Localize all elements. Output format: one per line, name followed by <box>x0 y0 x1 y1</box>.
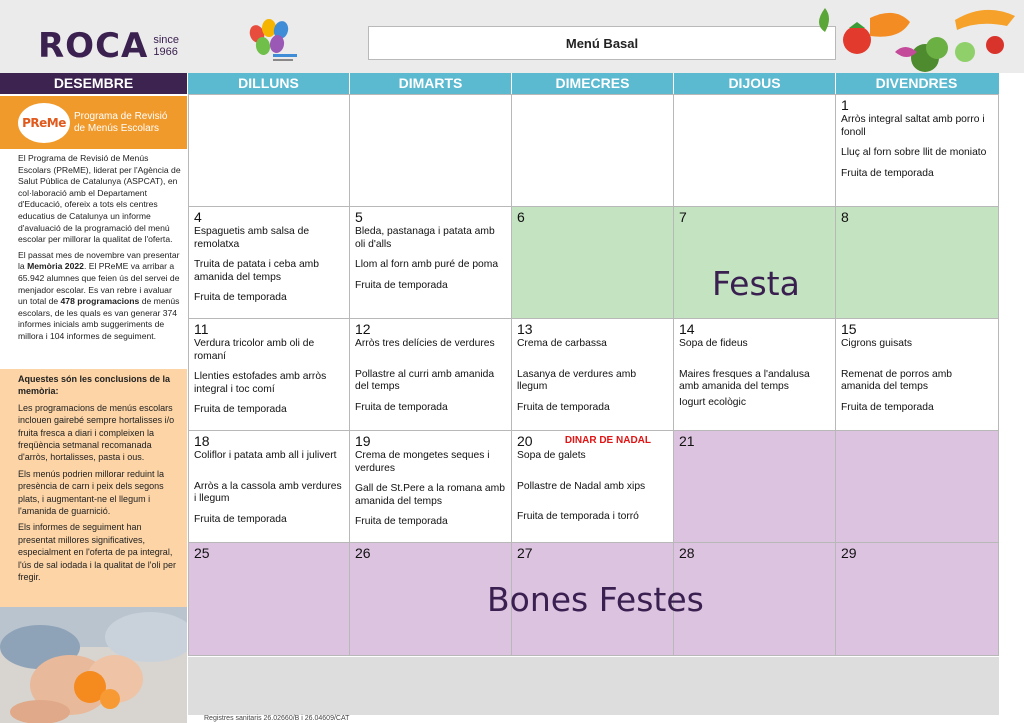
intro-p2-bold2: 478 programacions <box>60 296 140 307</box>
dessert: Fruita de temporada <box>355 279 448 291</box>
first-course: Arròs integral saltat amb porro i fonoll <box>841 114 985 138</box>
day-cell-20 <box>511 430 674 543</box>
handprint-icons <box>247 19 290 56</box>
day-number: 1 <box>841 97 849 113</box>
menu-title-box <box>368 26 836 60</box>
day-number: 14 <box>679 321 695 337</box>
day-cell-25 <box>188 542 350 656</box>
logo-since-year: 1966 <box>153 46 178 58</box>
weekday-thursday: DIJOUS <box>673 73 835 94</box>
intro-text <box>0 153 187 343</box>
day-number: 27 <box>517 545 533 561</box>
first-course: Espaguetis amb salsa de remolatxa <box>194 226 310 250</box>
christmas-lunch-badge: DINAR DE NADAL <box>564 435 651 446</box>
child-eating-orange-photo <box>0 607 187 723</box>
day-number: 7 <box>679 209 687 225</box>
conclusion-3: Els informes de seguiment han presentat millores significatives, especialment en l'oferta de pa integral, l'ús de sal iodada i la qualitat de l'oli per fregir. <box>18 522 177 583</box>
day-cell-empty <box>349 94 512 207</box>
month-label: DESEMBRE <box>0 73 187 94</box>
dessert: Fruita de temporada <box>841 401 934 413</box>
day-number: 26 <box>355 545 371 561</box>
day-number: 15 <box>841 321 857 337</box>
roca-logo <box>38 24 179 64</box>
first-course: Bleda, pastanaga i patata amb oli d'alls <box>355 226 495 250</box>
second-course: Lasanya de verdures amb llegum <box>517 368 637 393</box>
day-cell-empty <box>673 94 836 207</box>
dessert: Fruita de temporada <box>194 513 287 525</box>
dessert: Fruita de temporada <box>194 404 287 416</box>
day-number: 18 <box>194 433 210 449</box>
day-cell-21 <box>673 430 836 543</box>
second-course: Gall de St.Pere a la romana amb amanida del temps <box>355 483 505 507</box>
vegetables-illustration <box>815 0 1024 73</box>
weekday-friday: DIVENDRES <box>835 73 997 94</box>
dessert: Fruita de temporada <box>517 401 610 413</box>
weekday-tuesday: DIMARTS <box>349 73 511 94</box>
dessert: Fruita de temporada <box>194 292 287 304</box>
conclusions-lead: Aquestes són les conclusions de la memòria: <box>18 374 171 397</box>
day-cell-12 <box>349 318 512 431</box>
day-number: 20 <box>517 433 533 449</box>
day-cell-4 <box>188 206 350 319</box>
dessert: Fruita de temporada <box>355 401 448 413</box>
first-course: Sopa de fideus <box>679 338 748 349</box>
conclusion-2: Els menús podrien millorar reduint la presència de carn i peix dels segons plats, i augmentant-ne el llegum i l'amanida de guarnició. <box>18 468 165 517</box>
preme-badge-text: PReMe <box>22 115 66 130</box>
second-course: Llenties estofades amb arròs integral i toc comí <box>194 371 327 395</box>
bottom-bar <box>188 657 999 715</box>
day-cell-1 <box>835 94 999 207</box>
logo-since-word: since <box>153 34 180 46</box>
second-course: Truita de patata i ceba amb amanida del temps <box>194 259 319 283</box>
day-number: 28 <box>679 545 695 561</box>
day-number: 29 <box>841 545 857 561</box>
intro-p2-a: El passat mes de novembre van presentar la <box>18 249 180 272</box>
day-cell-13 <box>511 318 674 431</box>
first-course: Verdura tricolor amb oli de romaní <box>194 338 315 362</box>
day-number: 21 <box>679 433 695 449</box>
second-course: Arròs a la cassola amb verdures i llegum <box>194 480 342 505</box>
dessert: Fruita de temporada <box>841 167 934 179</box>
day-cell-18 <box>188 430 350 543</box>
day-number: 5 <box>355 209 363 225</box>
day-cell-empty <box>188 94 350 207</box>
day-number: 25 <box>194 545 210 561</box>
preme-title-line1: Programa de Revisió <box>74 110 168 122</box>
day-cell-29 <box>835 542 999 656</box>
preme-banner <box>0 96 187 149</box>
first-course: Coliflor i patata amb all i julivert <box>194 450 337 461</box>
day-cell-19 <box>349 430 512 543</box>
day-number: 12 <box>355 321 371 337</box>
logo-since <box>153 34 179 58</box>
sidebar <box>0 73 187 723</box>
intro-p2-bold1: Memòria 2022 <box>27 261 84 272</box>
day-number: 6 <box>517 209 525 225</box>
first-course: Crema de carbassa <box>517 338 607 349</box>
intro-p2-b: . El PReME va arribar a 65.942 alumnes que feien ús del servei de menjador escolar. Es van rebre i avaluar un total de <box>18 261 180 307</box>
day-number: 11 <box>194 321 209 337</box>
dessert: Iogurt ecològic <box>679 396 746 408</box>
day-cell-11 <box>188 318 350 431</box>
dessert: Fruita de temporada i torró <box>517 511 639 523</box>
holiday-bones-festes-label: Bones Festes <box>487 580 704 619</box>
menu-calendar <box>188 73 999 657</box>
calendar-grid <box>188 94 999 657</box>
conclusions-box <box>0 369 187 607</box>
intro-paragraph-1: El Programa de Revisió de Menús Escolars (PReME), liderat per l'Agència de Salut Pública de Catalunya (ASPCAT), en col·laboració amb el Departament d'Educació, ofereix a tots els centres educatius de Catalunya un informe d'avaluació de la programació del menú escolar per millorar la qualitat de l'oferta. <box>18 153 181 245</box>
second-course: Maires fresques a l'andalusa amb amanida del temps <box>679 368 810 393</box>
day-number: 8 <box>841 209 849 225</box>
day-number: 4 <box>194 209 202 225</box>
intro-p2-c: de menús escolars, de les quals es van generar 374 informes inicials amb suggeriments de millora i 104 informes de seguiment. <box>18 296 180 341</box>
day-cell-empty <box>511 94 674 207</box>
second-course: Lluç al forn sobre llit de moniato <box>841 147 987 159</box>
first-course: Sopa de galets <box>517 450 586 461</box>
holiday-festa-label: Festa <box>712 264 800 303</box>
day-cell-14 <box>673 318 836 431</box>
weekday-monday: DILLUNS <box>238 75 299 91</box>
preme-title-line2: de Menús Escolars <box>74 122 160 134</box>
day-number: 13 <box>517 321 533 337</box>
day-cell-8 <box>835 206 999 319</box>
preme-title <box>74 111 167 135</box>
partner-handprints-logo <box>243 12 303 68</box>
second-course: Llom al forn amb puré de poma <box>355 259 499 271</box>
menu-title: Menú Basal <box>565 35 639 51</box>
day-number: 19 <box>355 433 371 449</box>
day-cell-15 <box>835 318 999 431</box>
day-cell-empty-holiday <box>835 430 999 543</box>
day-cell-5 <box>349 206 512 319</box>
first-course: Cigrons guisats <box>841 338 912 349</box>
first-course: Arròs tres delícies de verdures <box>355 338 495 349</box>
second-course: Pollastre al curri amb amanida del temps <box>355 368 495 393</box>
conclusion-1: Les programacions de menús escolars inclouen gairebé sempre hortalisses i/o fruita fresca a diari i compleixen la freqüència setmanal recomanada d'arròs, hortalisses, pasta i ous. <box>18 402 175 463</box>
day-cell-6 <box>511 206 674 319</box>
second-course: Pollastre de Nadal amb xips <box>517 480 646 492</box>
first-course: Crema de mongetes seques i verdures <box>355 450 490 474</box>
weekday-wednesday: DIMECRES <box>511 73 673 94</box>
weekday-header <box>188 73 999 94</box>
footer-sanitary-registry: Registres sanitaris 26.02660/B i 26.04609/CAT <box>204 715 350 722</box>
logo-text: ROCA <box>38 26 149 66</box>
header-band <box>0 0 1024 73</box>
intro-paragraph-2 <box>18 250 181 343</box>
preme-logo <box>18 103 70 143</box>
second-course: Remenat de porros amb amanida del temps <box>841 368 953 393</box>
dessert: Fruita de temporada <box>355 516 448 528</box>
